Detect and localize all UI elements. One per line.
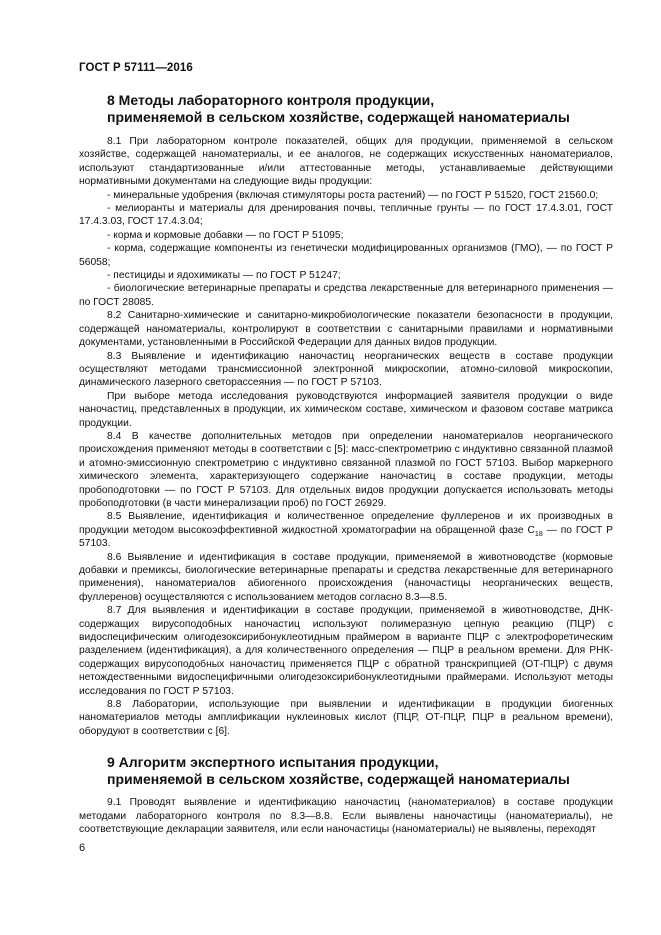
list-item: - пестициды и ядохимикаты — по ГОСТ Р 51247; xyxy=(107,270,341,282)
section-9-title-line-2: применяемой в сельском хозяйстве, содержащей наноматериалы xyxy=(107,771,570,788)
paragraph-8-3: 8.3 Выявление и идентификацию наночастиц неорганических веществ в составе продукции осуществляют методами трансмиссионной электронной микроскопии, атомно-силовой микроскопии, динамического лазерного светорассеяния — по ГОСТ Р 57103. xyxy=(79,350,613,389)
section-9-title-line-1: 9 Алгоритм экспертного испытания продукции, xyxy=(107,754,439,771)
paragraph-9-1: 9.1 Проводят выявление и идентификацию наночастиц (наноматериалов) в составе продукции методами лабораторного контроля по 8.3—8.8. Если выявлены наночастицы (наноматериалы), не соответствующие декларации заявителя, или если наночастицы (наноматериалы) не выявлены, переходят xyxy=(79,797,613,836)
list-item: - мелиоранты и материалы для дренирования почвы, тепличные грунты — по ГОСТ 17.4.3.01, ГОСТ 17.4.3.03, ГОСТ 17.4.3.04; xyxy=(79,203,613,228)
subscript-18: 18 xyxy=(534,530,543,538)
list-item: - биологические ветеринарные препараты и средства лекарственные для ветеринарного применения — по ГОСТ 28085. xyxy=(79,283,613,308)
list-item: - корма, содержащие компоненты из генетически модифицированных организмов (ГМО), — по ГОСТ Р 56058; xyxy=(79,243,613,268)
paragraph-8-7: 8.7 Для выявления и идентификации в составе продукции, применяемой в животноводстве, ДНК-содержащих вирусоподобных наночастиц используют полимеразную цепную реакцию (ПЦР) с видоспецифическим олигодезоксирибонуклеотидным праймером в варианте ПЦР с электрофоретическим разделением (идентификация), а для количественного определения — ПЦР в реальном времени. Для РНК-содержащих вирусоподобных наночастиц применяется ПЦР с обратной транскрипцией (ОТ-ПЦР) с двумя нетождественными видоспецифичными олигодезоксирибонуклеотидными праймерами. Используют методы исследования по ГОСТ Р 57103. xyxy=(79,605,613,697)
list-item: - минеральные удобрения (включая стимуляторы роста растений) — по ГОСТ Р 51520, ГОСТ 21560.0; xyxy=(107,189,599,201)
list-item: - корма и кормовые добавки — по ГОСТ Р 51095; xyxy=(107,229,344,241)
section-9-title xyxy=(79,754,613,788)
paragraph-8-4: 8.4 В качестве дополнительных методов при определении наноматериалов неорганического происхождения применяют методы в соответствии с [5]: масс-спектрометрию с индуктивно связанной плазмой и атомно-эмиссионную спектрометрию с индуктивно связанной плазмой по ГОСТ 57103. Выбор маркерного химического элемента, характеризующего содержание наночастиц в составе продукции, методы пробоподготовки — по ГОСТ Р 57103. Для отдельных видов продукции допускается использовать методы пробоподготовки (в части минерализации проб) по ГОСТ 26929. xyxy=(79,430,613,509)
section-8-title-line-1: 8 Методы лабораторного контроля продукции, xyxy=(107,92,435,108)
paragraph-8-3-continued: При выборе метода исследования руководствуются информацией заявителя продукции о виде наночастиц, представленных в продукции, их химическом составе, химическом и фазовом составе матрикса продукции. xyxy=(79,390,613,429)
paragraph-8-5 xyxy=(79,510,613,550)
paragraph-8-1: 8.1 При лабораторном контроле показателей, общих для продукции, применяемой в сельском хозяйстве, содержащей наноматериалы, и ее аналогов, не содержащих искусственных наноматериалов, используют стандартизованные и/или аттестованные методы, устанавливаемые действующими нормативными документами на следующие виды продукции: xyxy=(79,136,613,188)
section-8-title-line-2: применяемой в сельском хозяйстве, содержащей наноматериалы xyxy=(107,109,570,125)
paragraph-8-6: 8.6 Выявление и идентификация в составе продукции, применяемой в животноводстве (кормовые добавки и премиксы, биологические ветеринарные препараты и средства лекарственные для ветеринарного применения), наноматериалов абиогенного происхождения (наночастицы неорганических веществ, фуллеренов) осуществляются с использованием методов согласно 8.3—8.5. xyxy=(79,551,613,603)
paragraph-8-5-text: 8.5 Выявление, идентификация и количественное определение фуллеренов и их производных в продукции методом высокоэффективной жидкостной хроматографии на обращенной фазе С xyxy=(79,511,613,536)
paragraph-8-2: 8.2 Санитарно-химические и санитарно-микробиологические показатели безопасности в продукции, содержащей наноматериалы, контролируют в соответствии с санитарными правилами и нормативными документами, установленными в Российской Федерации для данных видов продукции. xyxy=(79,310,613,349)
paragraph-8-8: 8.8 Лаборатории, использующие при выявлении и идентификации в продукции биогенных наноматериалов методы амплификации нуклеиновых кислот (ПЦР, ОТ-ПЦР, ПЦР в реальном времени), оборудуют в соответствии с [6]. xyxy=(79,699,613,737)
page-number: 6 xyxy=(79,842,86,854)
section-8-title xyxy=(79,92,613,126)
page-content xyxy=(79,92,613,837)
paragraph-8-5-text-end: — по ГОСТ Р 57103. xyxy=(79,524,613,550)
document-code-header: ГОСТ Р 57111—2016 xyxy=(79,62,193,74)
